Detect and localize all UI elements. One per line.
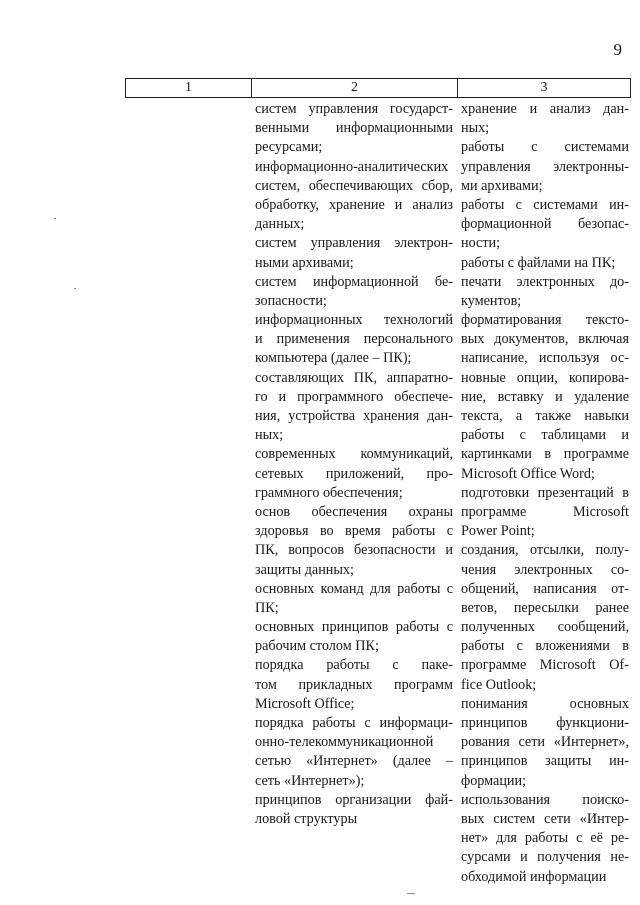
text-line: работы с вложениями в — [461, 638, 629, 655]
text-line: подготовки презентаций в — [461, 484, 629, 501]
text-line: составляющих ПК, аппаратно- — [255, 369, 453, 386]
header-cell-3: 3 — [457, 79, 631, 97]
text-line: защиты данных; — [255, 561, 354, 578]
text-line: принципов функциони- — [461, 715, 629, 731]
scan-speck — [407, 893, 415, 894]
text-line: венными информационными — [255, 120, 453, 137]
text-line: форматирования тексто- — [461, 312, 629, 329]
text-line: общений, написания от- — [461, 580, 629, 597]
text-line: ния, устройства хранения дан- — [255, 408, 453, 424]
text-line: картинками в программе — [461, 446, 629, 463]
text-line: работы с системами — [461, 139, 629, 156]
text-line: ловой структуры — [255, 810, 358, 827]
text-line: Microsoft Office Word; — [461, 465, 595, 482]
text-line: управления электронны- — [461, 158, 629, 175]
text-line: ных; — [255, 427, 284, 444]
text-line: информационных технологий — [255, 312, 453, 329]
text-line: граммного обеспечения; — [255, 484, 403, 501]
text-line: порядка работы с информаци- — [255, 715, 453, 731]
text-line: ПК; — [255, 599, 279, 616]
text-line: зопасности; — [255, 292, 327, 309]
text-line: здоровья во время работы с — [255, 523, 453, 540]
text-line: информационно-аналитических — [255, 158, 449, 175]
text-line: принципов организации фай- — [255, 791, 453, 808]
text-line: работы с системами ин- — [461, 196, 629, 213]
text-line: программе Microsoft — [461, 503, 629, 520]
text-line: данных; — [255, 216, 305, 233]
text-line: вых систем сети «Интер- — [461, 810, 629, 827]
scan-speck — [54, 218, 56, 219]
text-line: и применения персонального — [255, 331, 453, 348]
text-line: обработку, хранение и анализ — [255, 196, 453, 213]
text-line: ние, вставку и удаление — [461, 388, 629, 405]
text-line: Microsoft Office; — [255, 695, 355, 712]
text-line: хранение и анализ дан- — [461, 101, 629, 117]
text-line: fice Outlook; — [461, 676, 537, 693]
text-line: систем, обеспечивающих сбор, — [255, 177, 453, 194]
text-line: работы с файлами на ПК; — [461, 254, 616, 271]
text-line: обходимой информации — [461, 868, 607, 885]
page-number: 9 — [613, 40, 622, 59]
text-line: основных принципов работы с — [255, 619, 453, 636]
text-line: современных коммуникаций, — [255, 446, 453, 463]
scan-speck — [74, 288, 76, 289]
text-line: чения электронных со- — [461, 561, 629, 578]
text-line: Power Point; — [461, 523, 535, 540]
text-line: формационной безопас- — [461, 216, 629, 233]
text-line: создания, отсылки, полу- — [461, 542, 629, 559]
text-line: го и программного обеспече- — [255, 388, 453, 405]
text-line: ми архивами; — [461, 177, 543, 194]
text-line: рования сети «Интернет», — [461, 734, 629, 751]
text-line: печати электронных до- — [461, 273, 629, 290]
text-line: формации; — [461, 772, 527, 789]
column-3-skills — [461, 100, 629, 887]
header-cell-1: 1 — [125, 79, 251, 97]
text-line: систем информационной бе- — [255, 273, 453, 290]
text-line: онно-телекоммуникационной — [255, 734, 434, 751]
text-line: основных команд для работы с — [255, 580, 453, 597]
text-line: написание, используя ос- — [461, 350, 629, 367]
text-line: сетевых приложений, про- — [255, 465, 453, 482]
text-line: компьютера (далее – ПК); — [255, 350, 412, 367]
text-line: программе Microsoft Of- — [461, 657, 629, 674]
text-line: ветов, пересылки ранее — [461, 599, 629, 616]
text-line: порядка работы с паке- — [255, 657, 453, 674]
text-line: сеть «Интернет»); — [255, 772, 365, 789]
text-line: использования поиско- — [461, 791, 629, 808]
text-line: основ обеспечения охраны — [255, 503, 453, 520]
text-line: ных; — [461, 120, 490, 137]
text-line: ПК, вопросов безопасности и — [255, 542, 453, 559]
text-line: нет» для работы с её ре- — [461, 830, 629, 847]
text-line: ресурсами; — [255, 139, 323, 156]
text-line: систем управления электрон- — [255, 235, 453, 252]
text-line: кументов; — [461, 292, 522, 309]
text-line: сетью «Интернет» (далее – — [255, 753, 453, 770]
text-line: ными архивами; — [255, 254, 354, 271]
text-line: полученных сообщений, — [461, 619, 629, 636]
text-line: работы с таблицами и — [461, 427, 629, 444]
text-line: понимания основных — [461, 695, 629, 712]
text-line: том прикладных программ — [255, 676, 453, 693]
text-line: новные опции, копирова- — [461, 369, 629, 386]
text-line: текста, а также навыки — [461, 408, 629, 424]
text-line: систем управления государст- — [255, 101, 453, 117]
text-line: рабочим столом ПК; — [255, 638, 379, 655]
column-2-knowledge — [255, 100, 453, 829]
header-cell-2: 2 — [251, 79, 457, 97]
text-line: вых документов, включая — [461, 331, 629, 348]
text-line: принципов защиты ин- — [461, 753, 629, 770]
text-line: ности; — [461, 235, 501, 252]
table-header-row — [125, 78, 631, 98]
text-line: сурсами и получения не- — [461, 849, 629, 866]
